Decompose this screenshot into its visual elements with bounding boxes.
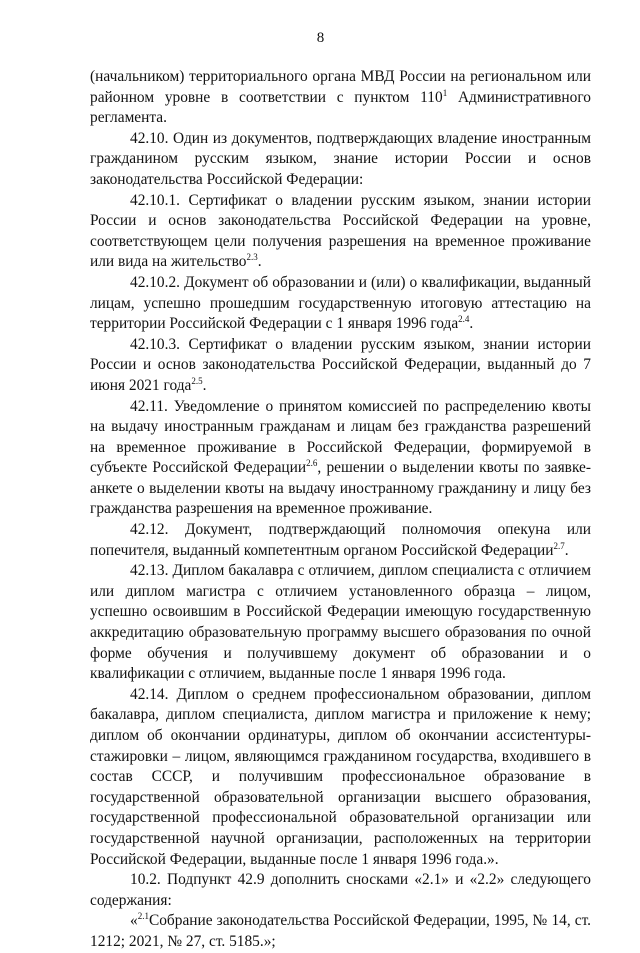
paragraph: [90, 685, 591, 870]
paragraph-text: 42.14. Диплом о среднем профессиональном образовании, диплом бакалавра, диплом специалиста, диплом магистра и приложение к нему; диплом об окончании ординатуры, диплом об окончании ассистентуры-стажировки – лицом, являющимся гражданином государства, входившего в состав СССР, и получившим профессиональное образование в государственной образовательной организации высшего образования, государственной профессиональной образовательной организации или государственной научной организации, расположенных на территории Российской Федерации, выданные после 1 января 1996 года.».: [90, 685, 591, 868]
paragraph: [90, 397, 591, 521]
paragraph-text: .: [564, 541, 569, 559]
paragraph: [90, 911, 591, 952]
paragraph-text: 42.10.2. Документ об образовании и (или) о квалификации, выданный лицам, успешно прошедшим государственную итоговую аттестацию на территории Российской Федерации с 1 января 1996 года: [90, 273, 591, 333]
paragraph-text: Собрание законодательства Российской Федерации, 1995, № 14, ст. 1212; 2021, № 27, ст. 5185.»;: [90, 912, 591, 950]
paragraph: [90, 191, 591, 273]
paragraph-text: (начальником) территориального органа МВД России на региональном или районном уровне в соответствии с пунктом 110: [90, 68, 591, 106]
paragraph: [90, 520, 591, 561]
footnote-ref: 2.6: [306, 458, 318, 469]
paragraph-text: , решении о выделении квоты по заявке-анкете о выделении квоты на выдачу иностранному гражданину и лицу без гражданства разрешения на временное проживание.: [90, 459, 591, 518]
paragraph-text: Административного регламента.: [90, 88, 591, 127]
document-body: [90, 67, 591, 953]
paragraph-text: 42.10.1. Сертификат о владении русским языком, знании истории России и основ законодательства Российской Федерации на уровне, соответствующем цели получения разрешения на временное проживание или вида на жительство: [90, 191, 591, 271]
paragraph-text: 42.10. Один из документов, подтверждающих владение иностранным гражданином русским языком, знание истории России и основ законодательства Российской Федерации:: [90, 129, 591, 188]
footnote-ref: 2.5: [191, 375, 203, 386]
paragraph-text: .: [257, 253, 262, 271]
paragraph: [90, 561, 591, 685]
paragraph-text: .: [202, 376, 207, 394]
paragraph-text: 42.11. Уведомление о принятом комиссией по распределению квоты на выдачу иностранным гражданам и лицам без гражданства разрешений на временное проживание в Российской Федерации, формируемой в субъекте Российской Федерации: [90, 397, 591, 477]
paragraph: [90, 335, 591, 397]
footnote-ref: 2.1: [137, 911, 149, 922]
paragraph-text: 42.12. Документ, подтверждающий полномочия опекуна или попечителя, выданный компетентным органом Российской Федерации: [90, 521, 591, 559]
paragraph: [90, 273, 591, 335]
paragraph-text: 42.10.3. Сертификат о владении русским языком, знании истории России и основ законодательства Российской Федерации, выданный до 7 июня 2021 года: [90, 335, 591, 394]
footnote-ref: 2.7: [553, 540, 565, 551]
paragraph: [90, 870, 591, 911]
paragraph-text: 10.2. Подпункт 42.9 дополнить сносками «2.1» и «2.2» следующего содержания:: [90, 871, 591, 909]
paragraph-text: .: [469, 315, 474, 333]
paragraph-text: 42.13. Диплом бакалавра с отличием, диплом специалиста с отличием или диплом магистра с отличием установленного образца – лицом, успешно освоившим в Российской Федерации имеющую государственную аккредитацию образовательную программу высшего образования по очной форме обучения и получившему документ об образовании и о квалификации с отличием, выданные после 1 января 1996 года.: [90, 562, 591, 683]
footnote-ref: 2.4: [458, 314, 470, 324]
paragraph: [90, 129, 591, 191]
paragraph-text: «: [130, 912, 138, 930]
page-number: 8: [316, 30, 325, 46]
footnote-ref: 2.3: [246, 252, 258, 263]
footnote-ref: 1: [442, 87, 448, 98]
paragraph: [90, 67, 591, 129]
